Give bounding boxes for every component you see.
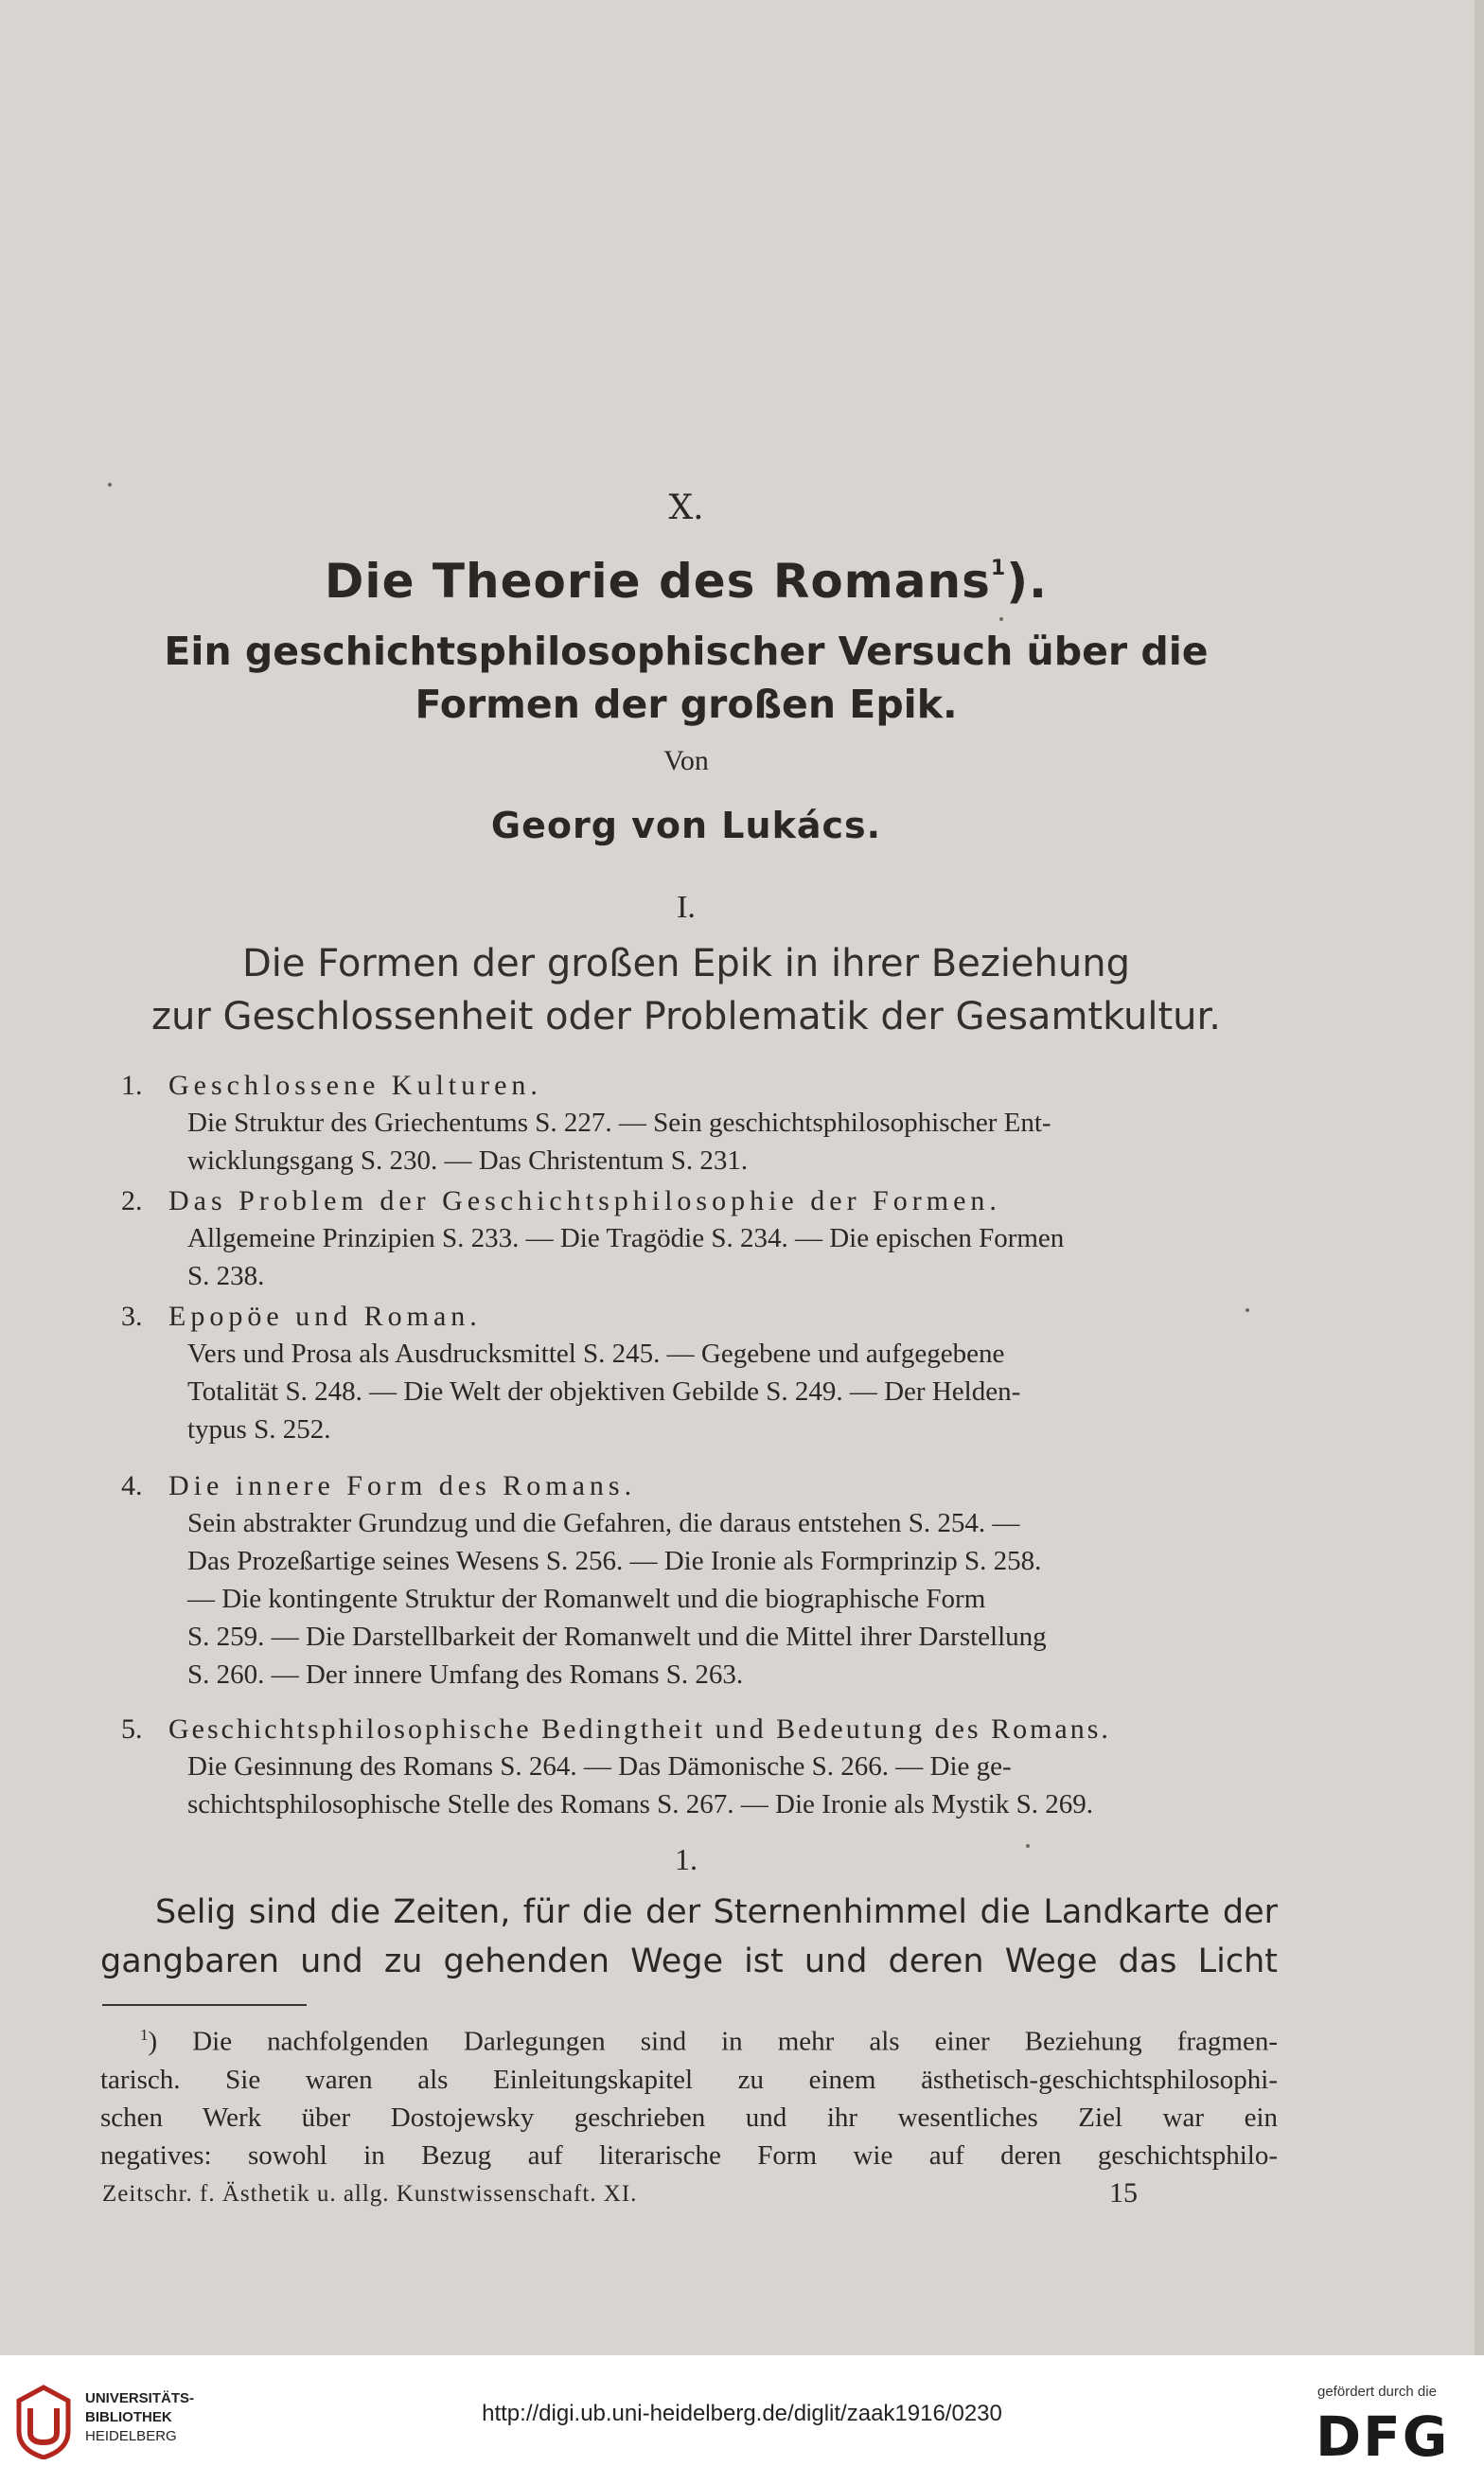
toc-description (187, 1504, 1278, 1694)
part-title (0, 937, 1372, 1043)
part-title-line: Die Formen der großen Epik in ihrer Beziehung (242, 942, 1130, 985)
toc-heading: Geschichtsphilosophische Bedingtheit und Bedeutung des Romans. (168, 1713, 1111, 1745)
scan-speck (999, 617, 1003, 621)
subtitle-line: Ein geschichtsphilosophischer Versuch über die (164, 629, 1209, 674)
toc-entry-3 (121, 1299, 1278, 1448)
toc-line: Vers und Prosa als Ausdrucksmittel S. 245. — Gegebene und aufgegebene (187, 1339, 1005, 1369)
section-roman-numeral: X. (668, 488, 704, 527)
part-roman-numeral: I. (677, 890, 696, 925)
footnote-line: schen Werk über Dostojewsky geschrieben und ihr wesentliches Ziel war ein (100, 2102, 1278, 2133)
body-line: Selig sind die Zeiten, für die der Sternenhimmel die Landkarte der (155, 1893, 1278, 1931)
toc-description (187, 1335, 1278, 1448)
toc-entry-2 (121, 1183, 1278, 1295)
toc-description (187, 1748, 1278, 1823)
toc-entry-5 (121, 1712, 1278, 1823)
subtitle-line: Formen der großen Epik. (415, 682, 958, 727)
toc-line: typus S. 252. (187, 1414, 331, 1445)
body-paragraph (100, 1888, 1278, 1986)
toc-description (187, 1219, 1278, 1295)
toc-number: 2. (121, 1185, 143, 1216)
page-number: 15 (1109, 2177, 1138, 2209)
scan-speck (108, 483, 112, 487)
toc-line: Allgemeine Prinzipien S. 233. — Die Tragödie S. 234. — Die epischen Formen (187, 1223, 1065, 1253)
footnote-line: negatives: sowohl in Bezug auf literarische Form wie auf deren geschichtsphilo- (100, 2139, 1278, 2171)
footnote-marker: 1 (140, 2026, 149, 2044)
toc-line: Die Gesinnung des Romans S. 264. — Das Dämonische S. 266. — Die ge- (187, 1751, 1012, 1782)
toc-line: S. 238. (187, 1261, 265, 1291)
toc-number: 3. (121, 1301, 143, 1332)
toc-line: Sein abstrakter Grundzug und die Gefahren, die daraus entstehen S. 254. — (187, 1508, 1020, 1538)
toc-line: — Die kontingente Struktur der Romanwelt und die biographische Form (187, 1584, 986, 1614)
toc-number: 5. (121, 1713, 143, 1745)
part-title-line: zur Geschlossenheit oder Problematik der Gesamtkultur. (150, 995, 1222, 1038)
toc-entry-4 (121, 1468, 1278, 1694)
toc-heading: Das Problem der Geschichtsphilosophie der Formen. (168, 1185, 1001, 1216)
toc-line: Totalität S. 248. — Die Welt der objektiven Gebilde S. 249. — Der Helden- (187, 1376, 1021, 1407)
toc-number: 4. (121, 1470, 143, 1501)
footnote-rule (102, 2004, 307, 2006)
article-title (0, 554, 1372, 609)
toc-line: wicklungsgang S. 230. — Das Christentum S. 231. (187, 1145, 749, 1176)
toc-line: S. 260. — Der innere Umfang des Romans S. 263. (187, 1659, 744, 1690)
library-name: UNIVERSITÄTS- BIBLIOTHEK HEIDELBERG (85, 2390, 195, 2444)
viewer-footer-bar (0, 2355, 1484, 2484)
section-number: 1. (675, 1842, 698, 1876)
author-name: Georg von Lukács. (490, 805, 882, 846)
toc-heading: Epopöe und Roman. (168, 1301, 482, 1332)
article-subtitle (0, 625, 1372, 731)
body-line: gangbaren und zu gehenden Wege ist und deren Wege das Licht (100, 1943, 1278, 1980)
toc-line: schichtsphilosophische Stelle des Romans S. 267. — Die Ironie als Mystik S. 269. (187, 1789, 1093, 1819)
toc-line: S. 259. — Die Darstellbarkeit der Romanwelt und die Mittel ihrer Darstellung (187, 1622, 1047, 1652)
toc-number: 1. (121, 1070, 143, 1101)
journal-running-foot: Zeitschr. f. Ästhetik u. allg. Kunstwissenschaft. XI. (102, 2181, 638, 2207)
footnote (100, 2016, 1278, 2174)
toc-heading: Geschlossene Kulturen. (168, 1070, 542, 1101)
dfg-logo: DFG (1316, 2404, 1450, 2469)
toc-line: Die Struktur des Griechentums S. 227. — Sein geschichtsphilosophischer Ent- (187, 1108, 1051, 1138)
toc-line: Das Prozeßartige seines Wesens S. 256. — Die Ironie als Formprinzip S. 258. (187, 1546, 1042, 1576)
footnote-line: tarisch. Sie waren als Einleitungskapitel zu einem ästhetisch-geschichtsphilosophi- (100, 2064, 1278, 2095)
title-text: Die Theorie des Romans (324, 554, 991, 609)
toc-heading: Die innere Form des Romans. (168, 1470, 637, 1501)
funding-caption: gefördert durch die (1317, 2384, 1437, 2400)
permalink-url[interactable]: http://digi.ub.uni-heidelberg.de/diglit/zaak1916/0230 (482, 2401, 1002, 2426)
title-footnote-marker: 1 (990, 557, 1007, 580)
toc-description (187, 1104, 1278, 1180)
toc-entry-1 (121, 1068, 1278, 1180)
title-close: ). (1006, 554, 1049, 609)
footnote-line: ) Die nachfolgenden Darlegungen sind in mehr als einer Beziehung fragmen- (148, 2026, 1278, 2057)
byline-prefix: Von (663, 745, 709, 776)
